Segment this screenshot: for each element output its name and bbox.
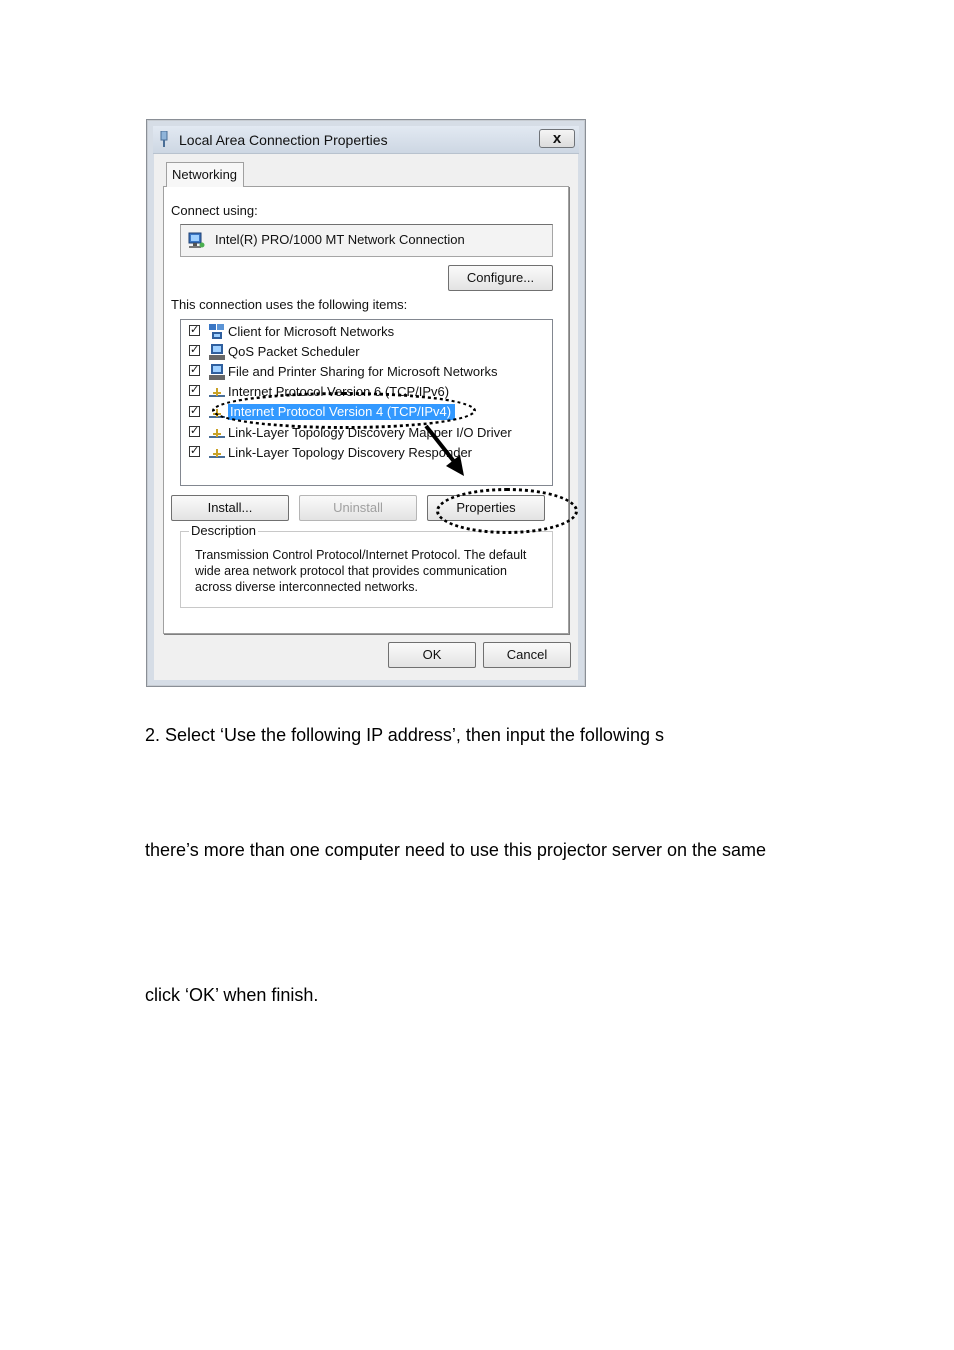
ok-button[interactable]: OK [388, 642, 476, 668]
item-label: QoS Packet Scheduler [228, 344, 360, 359]
protocol-icon [208, 444, 226, 462]
list-item[interactable] [187, 322, 547, 342]
computer-service-icon [208, 363, 226, 381]
instruction-line-2: there’s more than one computer need to use this projector server on the same [145, 840, 767, 860]
dialog-title: Local Area Connection Properties [179, 132, 388, 148]
item-label: File and Printer Sharing for Microsoft Networks [228, 364, 498, 379]
instruction-line-1: 2. Select ‘Use the following IP address’, then input the following s [145, 725, 664, 745]
cancel-button[interactable]: Cancel [483, 642, 571, 668]
checkbox[interactable]: ✓ [190, 364, 200, 376]
checkbox[interactable]: ✓ [190, 384, 200, 396]
network-client-icon [208, 323, 226, 341]
network-card-icon [187, 231, 205, 249]
install-button[interactable]: Install... [171, 495, 289, 521]
list-item[interactable] [187, 443, 547, 463]
checkbox[interactable]: ✓ [190, 324, 200, 336]
item-label: Link-Layer Topology Discovery Mapper I/O Driver [228, 425, 512, 440]
description-text: Transmission Control Protocol/Internet Protocol. The default wide area network protocol that provides communication across diverse interconnected networks. [195, 548, 527, 594]
computer-service-icon [208, 343, 226, 361]
connect-using-label: Connect using: [171, 203, 258, 218]
item-label: Internet Protocol Version 6 (TCP/IPv6) [228, 384, 450, 399]
properties-button[interactable]: Properties [427, 495, 545, 521]
network-adapter-icon [158, 131, 170, 147]
items-label: This connection uses the following items: [171, 297, 408, 312]
arrow-icon [420, 420, 470, 480]
checkbox[interactable]: ✓ [190, 405, 200, 417]
title-bar[interactable] [153, 126, 579, 154]
checkbox[interactable]: ✓ [190, 425, 200, 437]
checkbox[interactable]: ✓ [190, 344, 200, 356]
item-label: Link-Layer Topology Discovery Responder [228, 445, 472, 460]
item-label: Internet Protocol Version 4 (TCP/IPv4) [228, 404, 455, 420]
adapter-name: Intel(R) PRO/1000 MT Network Connection [215, 232, 465, 247]
uninstall-button[interactable]: Uninstall [299, 495, 417, 521]
list-item[interactable] [187, 362, 547, 382]
protocol-icon [208, 383, 226, 401]
close-button[interactable]: x [539, 129, 575, 148]
description-group [180, 523, 553, 608]
adapter-field [180, 224, 553, 257]
tab-networking[interactable]: Networking [166, 162, 244, 187]
instruction-line-3: click ‘OK’ when finish. [145, 985, 319, 1005]
checkbox[interactable]: ✓ [190, 445, 200, 457]
configure-button[interactable]: Configure... [448, 265, 553, 291]
item-label: Client for Microsoft Networks [228, 324, 395, 339]
protocol-icon [208, 424, 226, 442]
list-item[interactable] [187, 342, 547, 362]
properties-highlight-oval [436, 488, 578, 534]
description-legend: Description [191, 523, 257, 538]
